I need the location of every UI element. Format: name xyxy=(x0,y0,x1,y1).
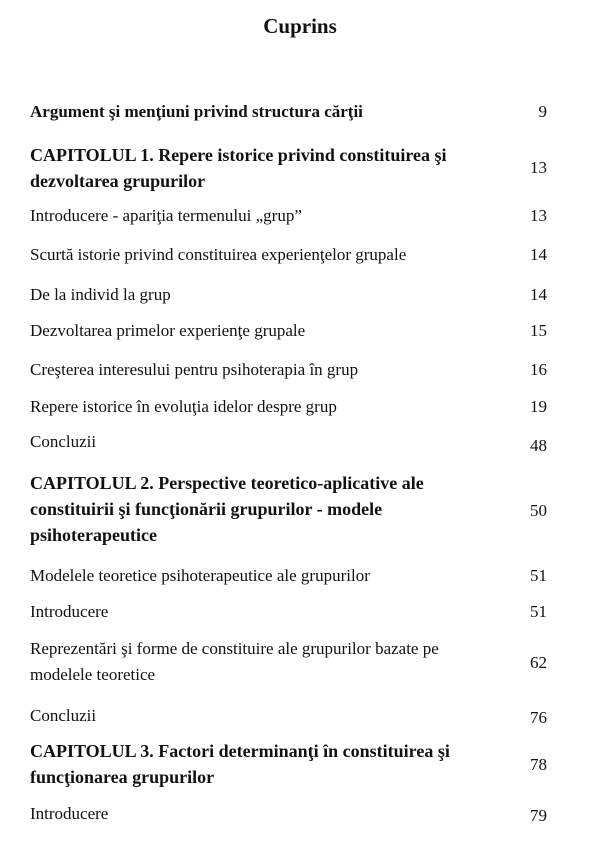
toc-page-number: 16 xyxy=(530,360,547,379)
toc-entry-text: Introducere xyxy=(30,602,109,621)
toc-page-number: 13 xyxy=(530,206,547,225)
toc-page-number: 13 xyxy=(530,158,547,177)
toc-page-number: 48 xyxy=(530,436,547,455)
toc-page-number: 50 xyxy=(530,501,547,520)
toc-entry-text: Repere istorice în evoluţia idelor despre grup xyxy=(30,397,337,416)
toc-page-number: 14 xyxy=(530,245,547,264)
toc-entry-text: Dezvoltarea primelor experienţe grupale xyxy=(30,321,306,340)
toc-entry-text: Reprezentări şi forme de constituire ale grupurilor bazate pe modelele teoretice xyxy=(30,639,439,684)
toc-page-number: 76 xyxy=(530,708,547,727)
page-title: Cuprins xyxy=(263,14,337,38)
toc-page-number: 51 xyxy=(530,566,547,585)
toc-entry-text: Concluzii xyxy=(30,432,97,451)
toc-page-number: 62 xyxy=(530,653,547,672)
toc-page-number: 78 xyxy=(530,755,547,774)
toc-page-number: 79 xyxy=(530,806,547,825)
toc-page-number: 15 xyxy=(530,321,547,340)
toc-page-number: 9 xyxy=(538,102,547,121)
toc-entry-text: Introducere - apariţia termenului „grup” xyxy=(30,206,302,225)
toc-entry-text: Creşterea interesului pentru psihoterapia în grup xyxy=(30,360,359,379)
toc-entry-text: Scurtă istorie privind constituirea experienţelor grupale xyxy=(30,245,407,264)
toc-entry-text: CAPITOLUL 1. Repere istorice privind constituirea şi dezvoltarea grupurilor xyxy=(30,145,447,191)
toc-page-number: 51 xyxy=(530,602,547,621)
toc-entry-text: Modelele teoretice psihoterapeutice ale grupurilor xyxy=(30,566,370,585)
toc-entry-text: Argument şi menţiuni privind structura cărţii xyxy=(30,102,363,121)
toc-entry-text: Concluzii xyxy=(30,706,97,725)
toc-page-number: 19 xyxy=(530,397,547,416)
toc-entry-text: CAPITOLUL 3. Factori determinanţi în constituirea şi funcţionarea grupurilor xyxy=(30,741,450,787)
toc-entry-text: De la individ la grup xyxy=(30,285,171,304)
toc-page-number: 14 xyxy=(530,285,547,304)
toc-entry-text: CAPITOLUL 2. Perspective teoretico-aplicative ale constituirii şi funcţionării grupurilor - modele psihoterapeutice xyxy=(30,473,424,545)
toc-entry-text: Introducere xyxy=(30,804,109,823)
